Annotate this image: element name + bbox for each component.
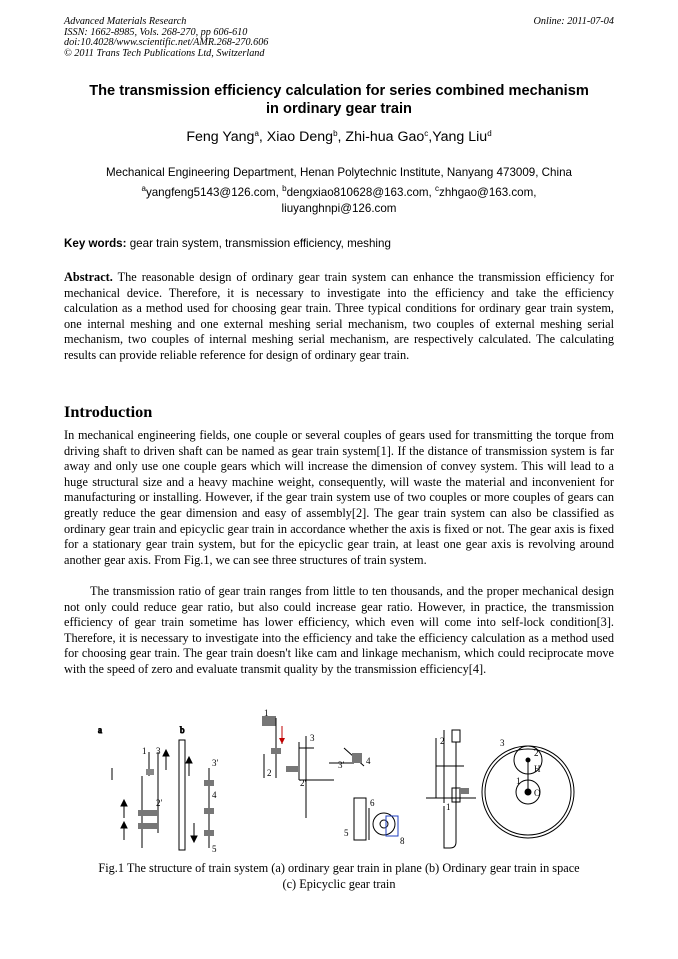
abstract: [64, 270, 614, 364]
email-address[interactable]: yangfeng5143@126.com,: [145, 186, 283, 199]
gear-train-figure: [64, 708, 614, 858]
email-address[interactable]: zhhgao@163.com,: [439, 186, 537, 199]
email-address[interactable]: dengxiao810628@163.com,: [286, 186, 436, 199]
intro-paragraph-2: The transmission ratio of gear train ranges from little to ten thousands, and the proper mechanical design not only could reduce gear ratio, but also could increase gear ratio. However, in practice, the transmission efficiency of gear train sometime has lower efficiency, which even will come into self-lock condition[3]. Therefore, it is necessary to investigate into the efficiency and take the efficiency calculation as a method used for choosing gear train. The gear train doesn't like cam and linkage mechanism, which could reciprocate move with the speed of zero and evaluate transmit quality by the transmission efficiency[4].: [64, 584, 614, 676]
email-superscript: a: [141, 184, 146, 193]
figure-b-gear-3p: 3′: [338, 760, 345, 770]
figure-a-gear-5: 5: [212, 844, 217, 854]
paper-title: [40, 82, 638, 118]
author-superscript: b: [333, 129, 338, 138]
figure-c-gear-3: 3: [500, 738, 505, 748]
author-separator: ,: [337, 129, 346, 145]
intro-paragraph-1: In mechanical engineering fields, one couple or several couples of gears used for transmitting the torque from driving shaft to driven shaft can be named as gear train system[1]. If the distance of transmission system is far away and only use one couple gears which will increase the dimension of convey system. This will lead to a huge structural size and a heavy machine weight, consequently, will waste the material and inconvenient for manufacturing or installing. However, if the gear train system use of two couples or more couples of gears can greatly reduce the gear dimension and easy of assembly[2]. The gear train system can also be classified as ordinary gear train and epicyclic gear train in accordance whether the axis is fixed or not. The gear axis is fixed for a stationary gear train system, but for the epicyclic gear train, at least one gear axis is revolving around another gear axis. From Fig.1, we can see three structures of train system.: [64, 428, 614, 567]
figure-a-gear-1: 1: [142, 746, 147, 756]
keywords: [64, 236, 624, 251]
figure-b-gear-2: 2: [267, 768, 272, 778]
figure-b-gear-6: 6: [370, 798, 375, 808]
figure-a-gear-3p: 3′: [212, 758, 219, 768]
keywords-text: gear train system, transmission efficiency, meshing: [126, 237, 391, 250]
section-title: Introduction: [64, 402, 153, 421]
author-list: [40, 128, 638, 146]
figure-a-gear-3: 3: [156, 746, 161, 756]
author-superscript: c: [424, 129, 429, 138]
figure-a-gear-4: 4: [212, 790, 217, 800]
keywords-label: Key words:: [64, 237, 127, 250]
caption-line-2: (c) Epicyclic gear train: [282, 876, 396, 891]
figure-c-gear-2: 2: [440, 736, 445, 746]
title-line-1: The transmission efficiency calculation for series combined mechanism: [89, 83, 589, 99]
figure-a-gear-2p: 2′: [156, 798, 163, 808]
figure-b-gear-2p: 2′: [300, 778, 307, 788]
figure-b-gear-5: 5: [344, 828, 349, 838]
figure-c-gear-1: 1: [446, 802, 451, 812]
author-separator: ,: [258, 129, 267, 145]
caption-line-1: Fig.1 The structure of train system (a) ordinary gear train in plane (b) Ordinary gear train in space: [98, 861, 580, 875]
issn-line: ISSN: 1662-8985, Vols. 268-270, pp 606-610: [64, 26, 248, 38]
figure-c-gear-1-inner: 1: [516, 776, 521, 786]
figure-b-gear-4: 4: [366, 756, 371, 766]
journal-name: Advanced Materials Research: [64, 16, 187, 27]
figure-b-gear-train-space: [262, 708, 405, 846]
figure-b-gear-1: 1: [264, 708, 269, 718]
figure-c-center-o: O: [534, 788, 541, 798]
figure-label-a: a: [98, 725, 102, 735]
doi-line: doi:10.4028/www.scientific.net/AMR.268-270.606: [64, 37, 269, 49]
email-address[interactable]: liuyanghnpi@126.com: [281, 201, 397, 215]
author-name: Feng Yang: [186, 129, 255, 145]
author-name: Yang Liu: [432, 129, 488, 145]
email-superscript: b: [282, 184, 287, 193]
figure-c-gear-2-inner: 2: [534, 748, 539, 758]
title-line-2: in ordinary gear train: [266, 101, 412, 117]
author-name: Zhi-hua Gao: [345, 129, 425, 145]
figure-c-carrier-h: H: [534, 764, 541, 774]
figure-caption: [64, 861, 614, 892]
figure-label-b: b: [180, 725, 185, 735]
email-superscript: c: [435, 184, 440, 193]
abstract-text: The reasonable design of ordinary gear train system can enhance the transmission efficiency for mechanical device. Therefore, it is necessary to investigate into the efficiency and take the efficiency calculation as a method used for choosing gear train. Three typical conditions for ordinary gear train system, one internal meshing and one external meshing serial mechanism, two couples of external meshing serial mechanism, two couples of internal meshing serial mechanism, are respectively calculated. The calculating results can provide reliable reference for design of ordinary gear train.: [64, 270, 614, 362]
author-name: Xiao Deng: [266, 129, 334, 145]
figure-c-epicyclic-gear-train: [426, 730, 574, 848]
email-list: [80, 185, 598, 216]
figure-b-gear-8: 8: [400, 836, 405, 846]
affiliation: Mechanical Engineering Department, Henan Polytechnic Institute, Nanyang 473009, China: [106, 166, 572, 179]
author-superscript: a: [254, 129, 259, 138]
online-date: Online: 2011-07-04: [533, 16, 614, 27]
journal-header: [64, 17, 268, 59]
figure-a-gear-train-plane: [98, 725, 219, 854]
copyright-line: © 2011 Trans Tech Publications Ltd, Switzerland: [64, 47, 265, 59]
author-separator: ,: [428, 129, 433, 145]
abstract-label: Abstract.: [64, 270, 113, 284]
author-superscript: d: [487, 129, 492, 138]
figure-b-gear-3: 3: [310, 733, 315, 743]
